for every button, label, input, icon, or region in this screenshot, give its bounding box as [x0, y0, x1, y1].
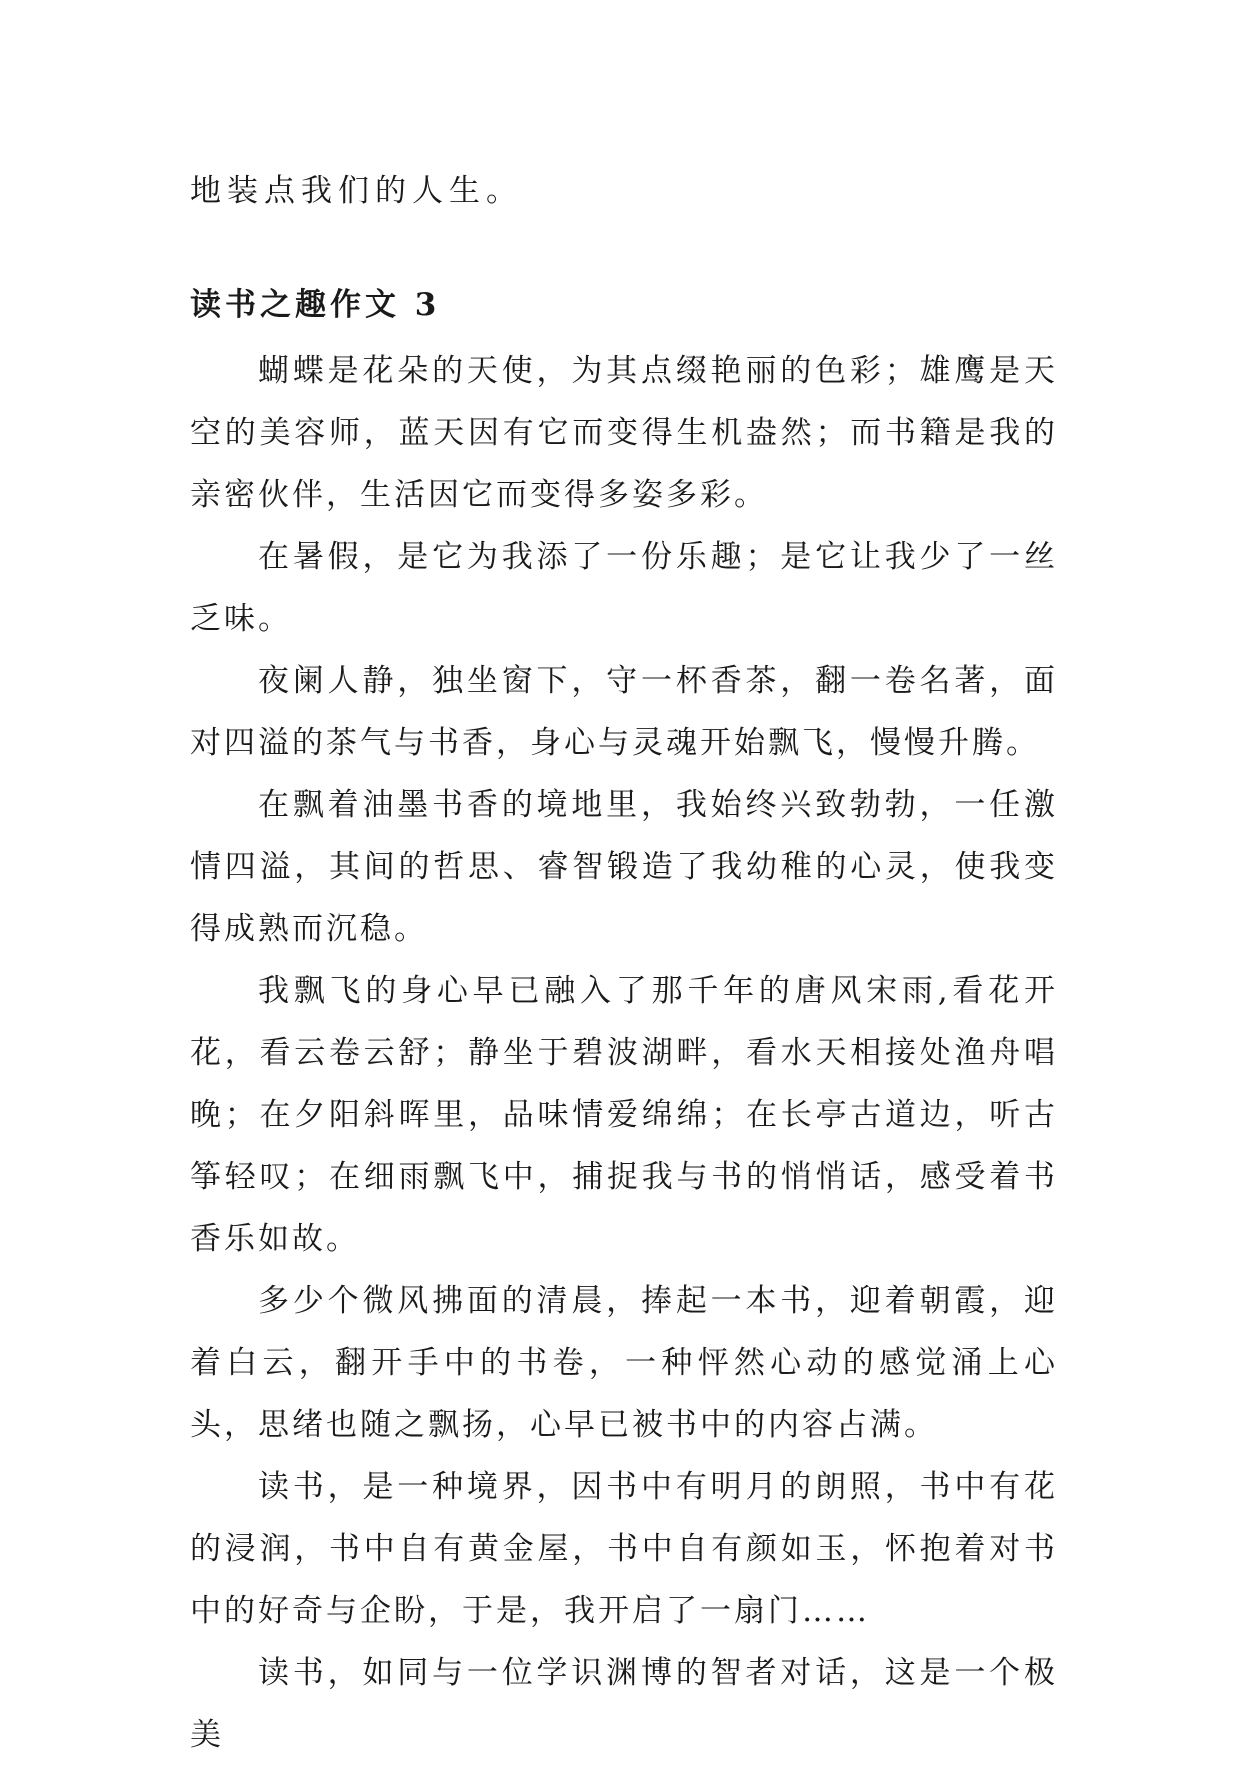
- paragraph: 读书，是一种境界，因书中有明月的朗照，书中有花的浸润，书中自有黄金屋，书中自有颜如玉，怀抱着对书中的好奇与企盼，于是，我开启了一扇门……: [190, 1469, 1058, 1629]
- paragraph: 蝴蝶是花朵的天使，为其点缀艳丽的色彩；雄鹰是天空的美容师，蓝天因有它而变得生机盎然；而书籍是我的亲密伙伴，生活因它而变得多姿多彩。: [190, 353, 1058, 513]
- paragraph: 读书，如同与一位学识渊博的智者对话，这是一个极美: [190, 1655, 1058, 1753]
- document-body: [190, 160, 1058, 1766]
- section-title: 读书之趣作文 3: [190, 287, 441, 323]
- paragraph: 我飘飞的身心早已融入了那千年的唐风宋雨,看花开花，看云卷云舒；静坐于碧波湖畔，看水天相接处渔舟唱晚；在夕阳斜晖里，品味情爱绵绵；在长亭古道边，听古筝轻叹；在细雨飘飞中，捕捉我与书的悄悄话，感受着书香乐如故。: [190, 973, 1058, 1257]
- paragraph: 夜阑人静，独坐窗下，守一杯香茶，翻一卷名著，面对四溢的茶气与书香，身心与灵魂开始飘飞，慢慢升腾。: [190, 663, 1058, 761]
- paragraph: 多少个微风拂面的清晨，捧起一本书，迎着朝霞，迎着白云，翻开手中的书卷，一种怦然心动的感觉涌上心头，思绪也随之飘扬，心早已被书中的内容占满。: [190, 1283, 1058, 1443]
- paragraph: 在暑假，是它为我添了一份乐趣；是它让我少了一丝乏味。: [190, 539, 1058, 637]
- paragraph: 在飘着油墨书香的境地里，我始终兴致勃勃，一任激情四溢，其间的哲思、睿智锻造了我幼稚的心灵，使我变得成熟而沉稳。: [190, 787, 1058, 947]
- continued-line: 地装点我们的人生。: [190, 173, 523, 209]
